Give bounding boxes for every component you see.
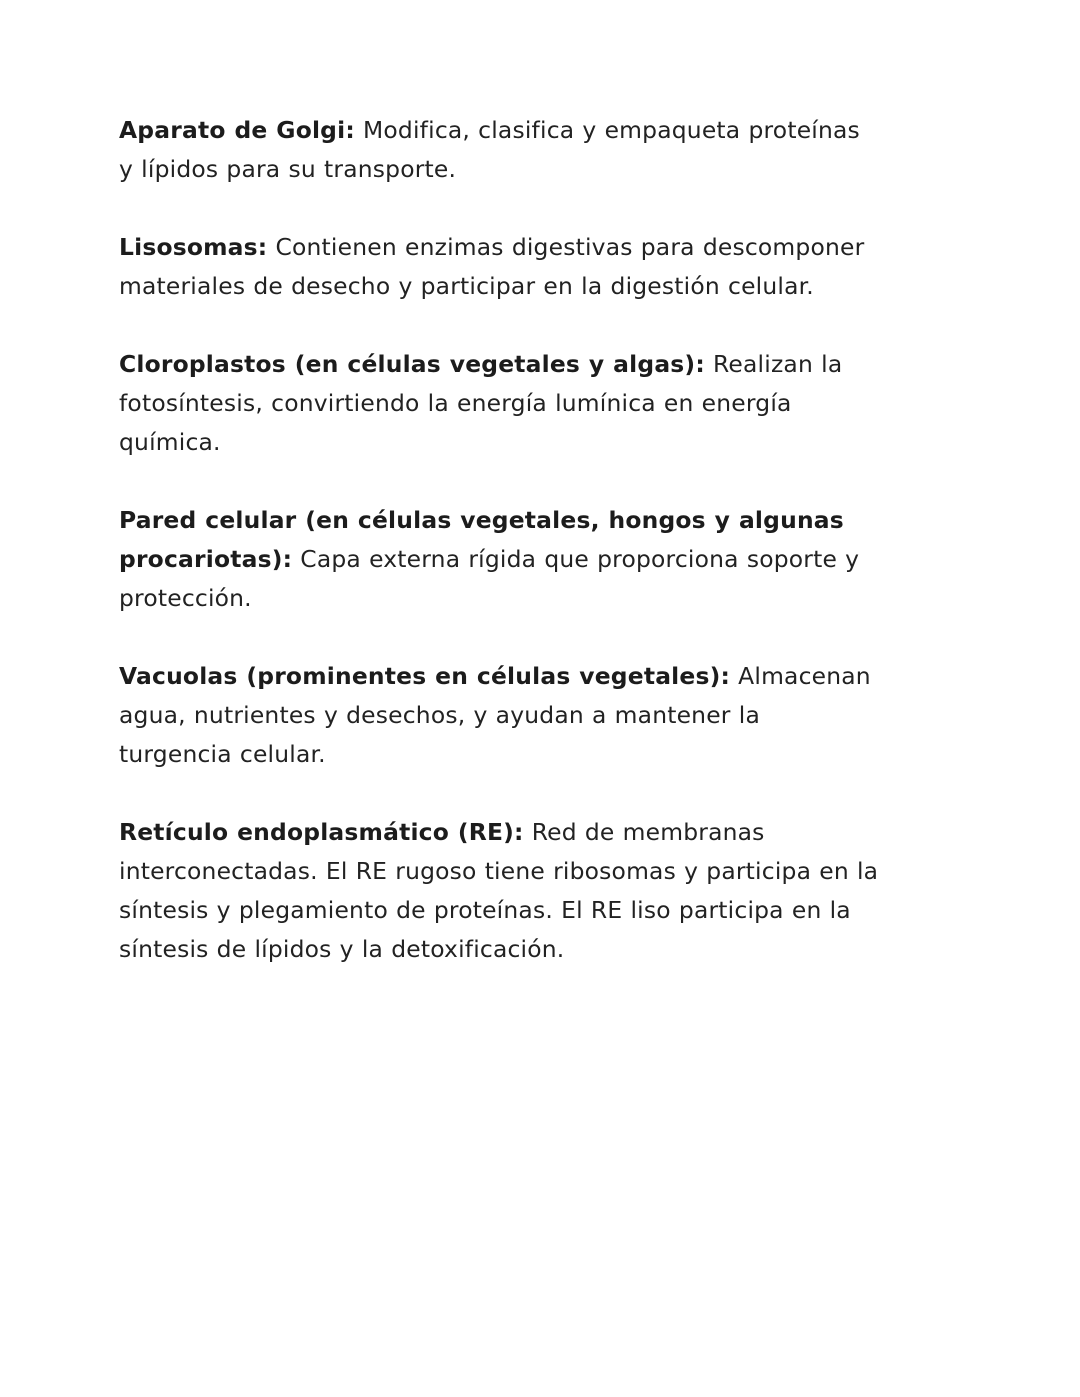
entry-golgi xyxy=(119,111,879,189)
entry-reticulo-endoplasmatico xyxy=(119,813,879,969)
entry-pared-celular xyxy=(119,501,879,618)
entry-description: Red de membranas interconectadas. El RE rugoso tiene ribosomas y participa en la síntesis y plegamiento de proteínas. El RE liso participa en la síntesis de lípidos y la detoxificación. xyxy=(119,818,879,963)
entry-term: Vacuolas (prominentes en células vegetales): xyxy=(119,662,731,690)
entry-description: Contienen enzimas digestivas para descomponer materiales de desecho y participar en la digestión celular. xyxy=(119,233,865,300)
entry-term: Pared celular (en células vegetales, hongos y algunas procariotas): xyxy=(119,506,844,573)
entry-lisosomas xyxy=(119,228,879,306)
entry-term: Aparato de Golgi: xyxy=(119,116,355,144)
entry-description: Realizan la fotosíntesis, convirtiendo la energía lumínica en energía química. xyxy=(119,350,843,456)
entry-term: Lisosomas: xyxy=(119,233,268,261)
entry-description: Capa externa rígida que proporciona soporte y protección. xyxy=(119,545,860,612)
entry-description: Modifica, clasifica y empaqueta proteínas y lípidos para su transporte. xyxy=(119,116,860,183)
entry-cloroplastos xyxy=(119,345,879,462)
entry-term: Retículo endoplasmático (RE): xyxy=(119,818,524,846)
entry-description: Almacenan agua, nutrientes y desechos, y ayudan a mantener la turgencia celular. xyxy=(119,662,871,768)
entry-term: Cloroplastos (en células vegetales y algas): xyxy=(119,350,705,378)
document-page xyxy=(119,111,879,1008)
entry-vacuolas xyxy=(119,657,879,774)
